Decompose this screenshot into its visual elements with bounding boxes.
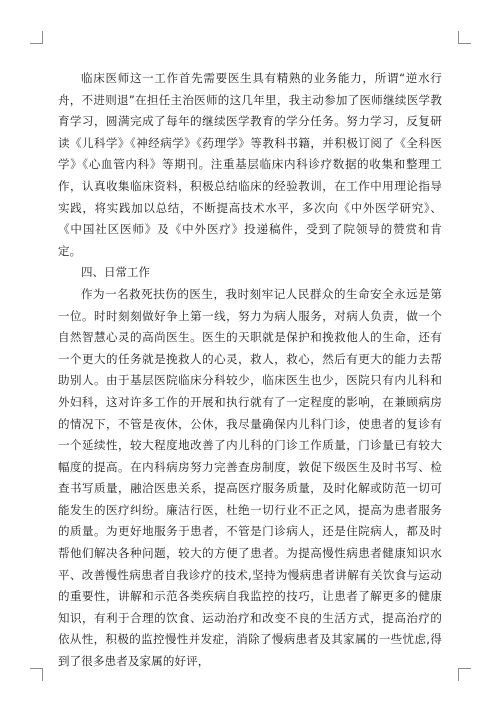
paragraph-daily-work: 作为一名救死扶伤的医生，我时刻牢记人民群众的生命安全永远是第一位。时时刻刻做好争上第一线，努力为病人服务，对病人负责，做一个自然智慧心灵的高尚医生。医生的天职就是保护和挽救他人的生命，还有一个更大的任务就是挽救人的心灵，救人，救心，然后有更大的能力去帮助别人。由于基层医院临床分科较少，临床医生也少，医院只有内儿科和外妇科，这对许多工作的开展和执行就有了一定程度的影响，在兼顾病房的情况下，不管是夜休，公休，我尽量确保内儿科门诊，使患者的复诊有一个延续性，较大程度地改善了内儿科的门诊工作质量，门诊量已有较大幅度的提高。在内科病房努力完善查房制度，敦促下级医生及时书写、检查书写质量，融洽医患关系，提高医疗服务质量，及时化解或防范一切可能发生的医疗纠纷。廉洁行医，杜绝一切行业不正之风，提高为患者服务的质量。为更好地服务于患者，不管是门诊病人，还是住院病人，都及时帮他们解决各种问题，较大的方便了患者。为提高慢性病患者健康知识水平、改善慢性病患者自我诊疗的技术,坚持为慢病患者讲解有关饮食与运动的重要性，讲解和示范各类疾病自我监控的技巧，让患者了解更多的健康知识，有利于合理的饮食、运动治疗和改变不良的生活方式，提高治疗的依从性，积极的监控慢性并发症，消除了慢病患者及其家属的一些忧虑,得到了很多患者及家属的好评， [58, 286, 442, 669]
document-body [58, 68, 442, 673]
crop-mark-top-right [458, 31, 471, 44]
crop-mark-top-left [30, 31, 43, 44]
crop-mark-bottom-right [458, 668, 471, 681]
crop-mark-bottom-left [30, 668, 43, 681]
section-heading-daily-work: 四、日常工作 [81, 265, 150, 280]
paragraph-continuing-education: 临床医师这一工作首先需要医生具有精熟的业务能力，所谓“逆水行舟，不进则退”在担任主治医师的这几年里，我主动参加了医师继续医学教育学习，圆满完成了每年的继续医学教育的学分任务。努力学习，反复研读《儿科学》《神经病学》《药理学》等教科书籍，并积极订阅了《全科医学》《心血管内科》等期刊。注重基层临床内科诊疗数据的收集和整理工作，认真收集临床资料，积极总结临床的经验教训，在工作中用理论指导实践，将实践加以总结，不断提高技术水平，多次向《中外医学研究》、《中国社区医师》及《中外医疗》投递稿件，受到了院领导的赞赏和肯定。 [58, 71, 442, 258]
